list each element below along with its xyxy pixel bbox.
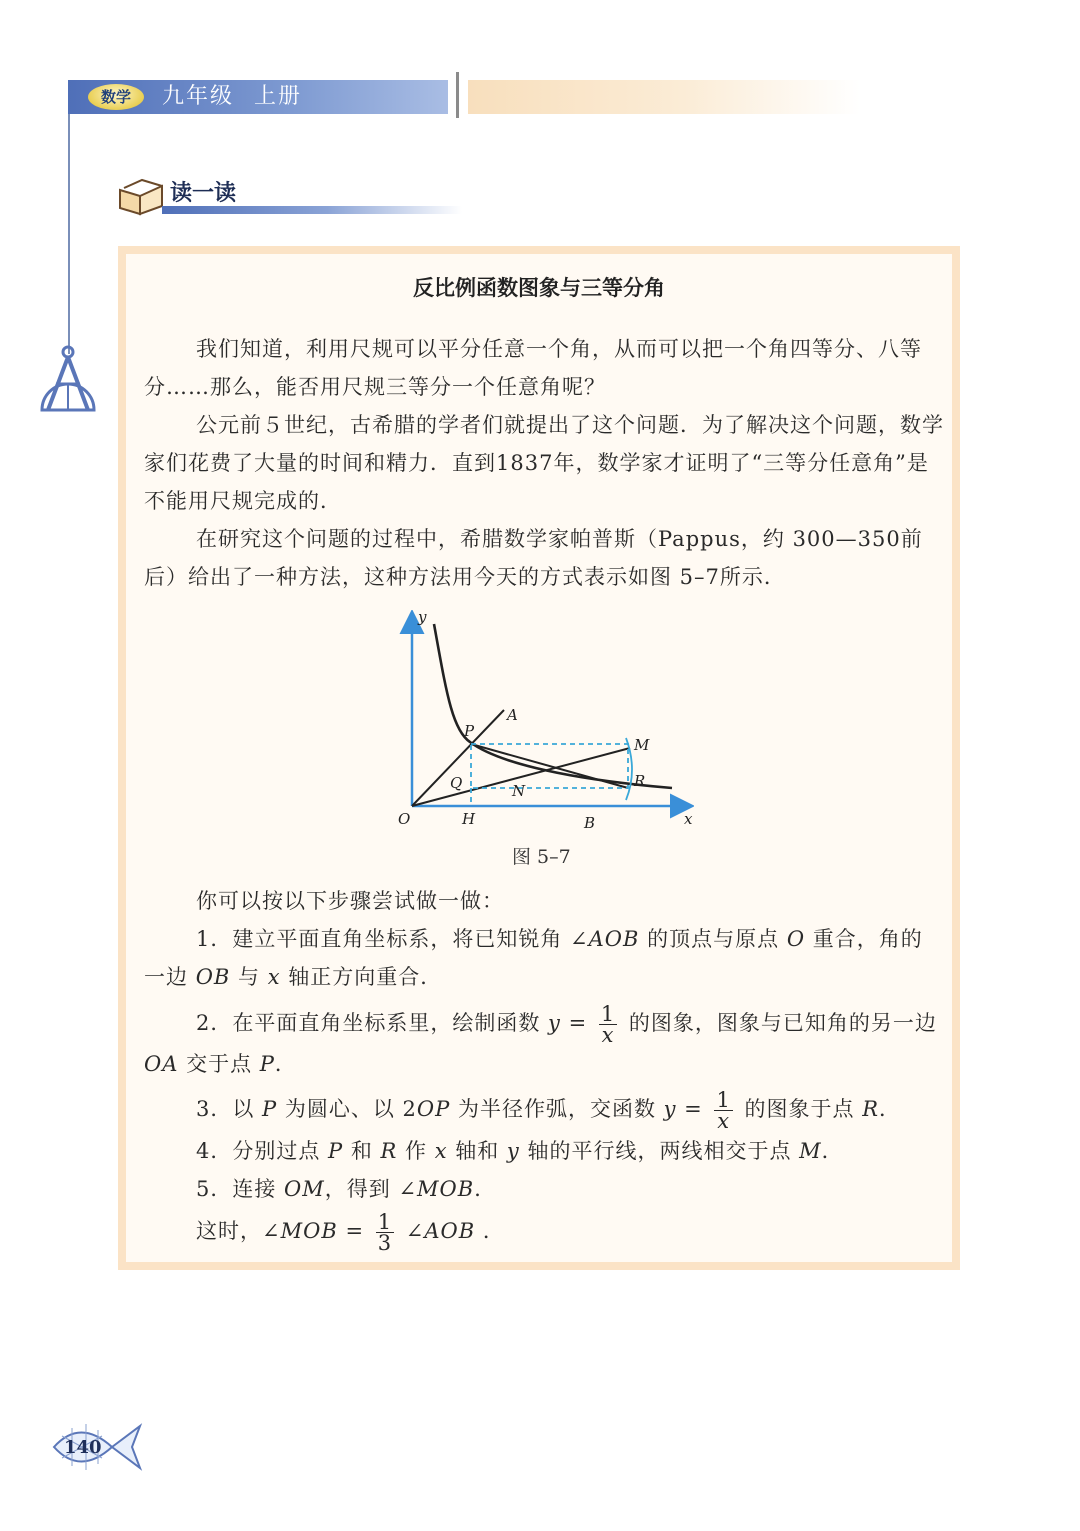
- header-divider: [456, 72, 459, 118]
- section-underline: [162, 206, 462, 214]
- step-4: 4．分别过点 P 和 R 作 x 轴和 y 轴的平行线，两线相交于点 M．: [196, 1139, 844, 1163]
- margin-rule: [68, 114, 70, 354]
- subject-badge: 数学: [88, 84, 144, 110]
- figure-5-7: [394, 610, 694, 840]
- fraction-1-over-x: $\frac{1}{x}$: [716, 1088, 731, 1133]
- grade-label: 九年级: [162, 84, 235, 109]
- segment-pr: [471, 744, 628, 788]
- fraction-1-over-x: $\frac{1}{x}$: [600, 1002, 616, 1047]
- label-h: H: [462, 810, 476, 828]
- reading-box: [118, 246, 960, 1270]
- step-1: 1．建立平面直角坐标系，将已知锐角 ∠AOB 的顶点与原点 O 重合，角的一边 OB 与 x 轴正方向重合．: [144, 927, 923, 989]
- reading-title: 反比例函数图象与三等分角: [413, 276, 665, 300]
- volume-label: 上册: [254, 84, 303, 109]
- arc-through-r: [626, 738, 632, 800]
- label-n: N: [512, 782, 526, 800]
- step-5: 5．连接 OM，得到 ∠MOB．: [196, 1177, 497, 1201]
- label-m: M: [634, 736, 650, 754]
- label-q: Q: [450, 774, 463, 792]
- label-x: x: [684, 810, 693, 828]
- hyperbola-curve: [434, 624, 672, 788]
- compass-icon: [38, 344, 98, 416]
- conclusion: 这时，∠MOB = $\frac{1}{3}$ ∠AOB ．: [196, 1210, 505, 1255]
- paragraph-3: 在研究这个问题的过程中，希腊数学家帕普斯（Pappus，约 300—350前后）给出了一种方法，这种方法用今天的方式表示如图 5–7所示．: [144, 527, 923, 589]
- fraction-one-third: $\frac{1}{3}$: [377, 1210, 393, 1255]
- header-decoration: [468, 80, 860, 114]
- label-r: R: [634, 772, 646, 790]
- step-3: 3．以 P 为圆心、以 2OP 为半径作弧，交函数 y = $\frac{1}{x}$ 的图象于点 R．: [196, 1088, 901, 1133]
- label-y: y: [418, 610, 427, 626]
- step-2: 2．在平面直角坐标系里，绘制函数 y = $\frac{1}{x}$ 的图象，图象与已知角的另一边 OA 交于点 P．: [144, 1002, 937, 1076]
- steps-intro: 你可以按以下步骤尝试做一做：: [196, 889, 504, 913]
- header-title: [162, 82, 302, 112]
- open-book-icon: [118, 176, 166, 216]
- figure-caption: 图 5–7: [512, 846, 571, 868]
- paragraph-1: 我们知道，利用尺规可以平分任意一个角，从而可以把一个角四等分、八等分……那么，能否用尺规三等分一个任意角呢？: [144, 337, 922, 399]
- label-p: P: [464, 722, 475, 740]
- label-b: B: [584, 814, 596, 832]
- page-number: 140: [64, 1437, 102, 1458]
- label-a: A: [507, 706, 518, 724]
- section-title: 读一读: [170, 181, 237, 206]
- paragraph-2: 公元前５世纪，古希腊的学者们就提出了这个问题．为了解决这个问题，数学家们花费了大量的时间和精力．直到1837年，数学家才证明了“三等分任意角”是不能用尺规完成的．: [144, 413, 944, 513]
- label-o: O: [398, 810, 411, 828]
